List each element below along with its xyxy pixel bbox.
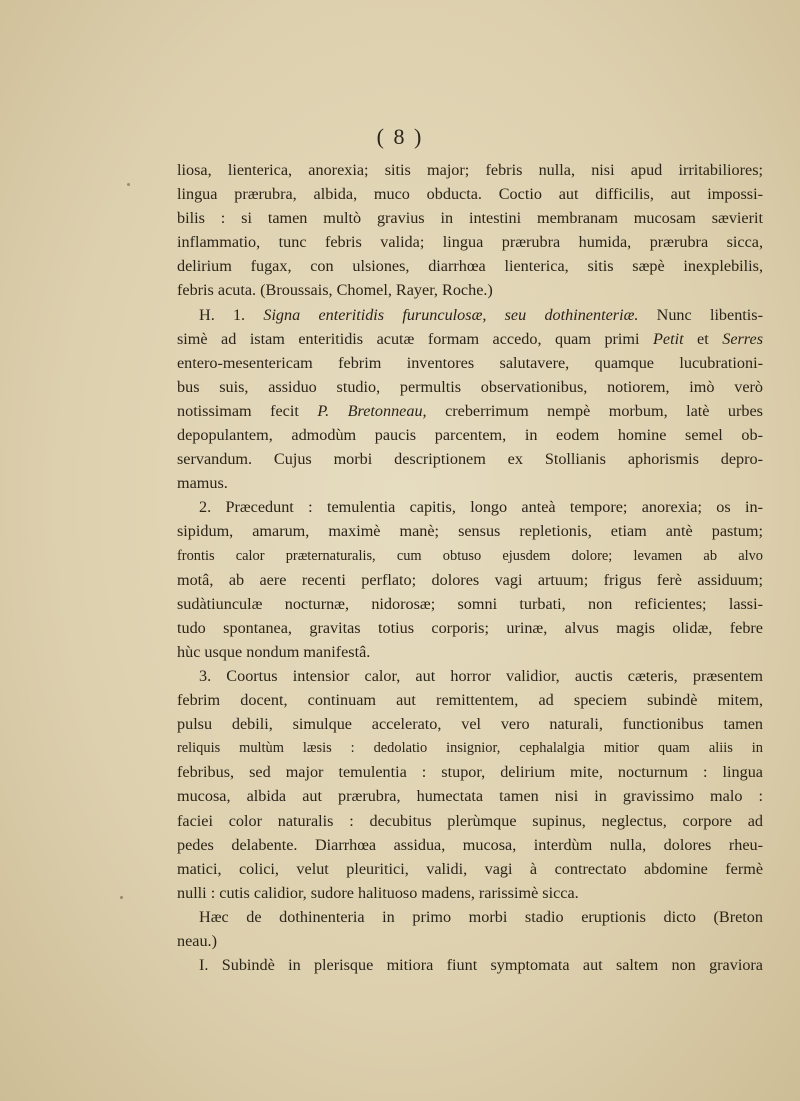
author-name: P. Bretonneau, — [317, 401, 427, 420]
text-run: notissimam fecit — [177, 401, 318, 420]
text-line: sudàtiunculæ nocturnæ, nidorosæ; somni turbati, non reficientes; lassi- — [177, 594, 763, 613]
text-line — [177, 399, 763, 423]
text-line: matici, colici, velut pleuritici, validi, vagi à contrectato abdomine fermè — [177, 859, 763, 878]
text-run: creberrimum nempè morbum, latè urbes — [426, 401, 763, 420]
text-line: faciei color naturalis : decubitus plerùmque supinus, neglectus, corpore ad — [177, 811, 763, 830]
text-run: Nunc libentis- — [638, 305, 763, 324]
text-run: simè ad istam enteritidis acutæ formam accedo, quam primi — [177, 329, 653, 348]
section-title: Signa enteritidis furunculosæ, seu dothinenteriæ. — [263, 305, 639, 324]
text-line — [177, 327, 763, 351]
body-text — [177, 158, 763, 977]
text-line: inflammatio, tunc febris valida; lingua prærubra humida, prærubra sicca, — [177, 233, 763, 252]
author-name: Serres — [722, 329, 763, 348]
text-line: delirium fugax, con ulsiones, diarrhœa lienterica, sitis sæpè inexplebilis, — [177, 257, 763, 276]
text-line: hùc usque nondum manifestâ. — [177, 642, 371, 661]
text-line: pedes delabente. Diarrhœa assidua, mucosa, interdùm nulla, dolores rheu- — [177, 835, 763, 854]
section-heading-line — [177, 303, 763, 327]
text-line: Hæc de dothinenteria in primo morbi stadio eruptionis dicto (Breton — [199, 907, 763, 926]
text-run: et — [683, 329, 723, 348]
text-line: 2. Præcedunt : temulentia capitis, longo anteà tempore; anorexia; os in- — [199, 498, 763, 517]
text-line: frontis calor præternaturalis, cum obtuso ejusdem dolore; levamen ab alvo — [177, 547, 763, 564]
text-line: pulsu debili, simulque accelerato, vel vero naturali, functionibus tamen — [177, 715, 763, 734]
text-line: neau.) — [177, 932, 217, 950]
text-line: entero-mesentericam febrim inventores salutavere, quamque lucubrationi- — [177, 353, 763, 372]
text-line: mamus. — [177, 474, 228, 493]
text-line: lingua prærubra, albida, muco obducta. Coctio aut difficilis, aut impossi- — [177, 185, 763, 204]
text-line: servandum. Cujus morbi descriptionem ex Stollianis aphorismis depro- — [177, 450, 763, 469]
ink-speck — [127, 183, 130, 186]
text-line: febribus, sed major temulentia : stupor, delirium mite, nocturnum : lingua — [177, 763, 763, 782]
ink-speck — [120, 896, 123, 899]
page-number: ( 8 ) — [376, 124, 424, 149]
text-line: bus suis, assiduo studio, permultis observationibus, notiorem, imò verò — [177, 377, 763, 396]
text-line: reliquis multùm læsis : dedolatio insignior, cephalalgia mitior quam aliis in — [177, 740, 763, 757]
text-line: tudo spontanea, gravitas totius corporis; urinæ, alvus magis olidæ, febre — [177, 618, 763, 637]
text-line: bilis : si tamen multò gravius in intestini membranam mucosam sævierit — [177, 209, 763, 228]
text-line: depopulantem, admodùm paucis parcentem, in eodem homine semel ob- — [177, 426, 763, 445]
text-line: febris acuta. (Broussais, Chomel, Rayer, Roche.) — [177, 281, 493, 300]
text-line: liosa, lienterica, anorexia; sitis major; febris nulla, nisi apud irritabiliores; — [177, 161, 763, 179]
text-line: nulli : cutis calidior, sudore halituoso madens, rarissimè sicca. — [177, 883, 579, 902]
text-line: mucosa, albida aut prærubra, humectata tamen nisi in gravissimo malo : — [177, 787, 763, 806]
text-line: motâ, ab aere recenti perflato; dolores vagi artuum; frigus ferè assiduum; — [177, 570, 763, 589]
text-line: 3. Coortus intensior calor, aut horror validior, auctis cæteris, præsentem — [199, 666, 763, 685]
text-line: sipidum, amarum, maximè manè; sensus repletionis, etiam antè pastum; — [177, 522, 763, 541]
text-line: febrim docent, continuam aut remittentem, ad speciem subindè mitem, — [177, 691, 763, 710]
author-name: Petit — [653, 329, 684, 348]
section-number: H. 1. — [199, 305, 264, 324]
text-line: I. Subindè in plerisque mitiora fiunt symptomata aut saltem non graviora — [199, 956, 763, 975]
